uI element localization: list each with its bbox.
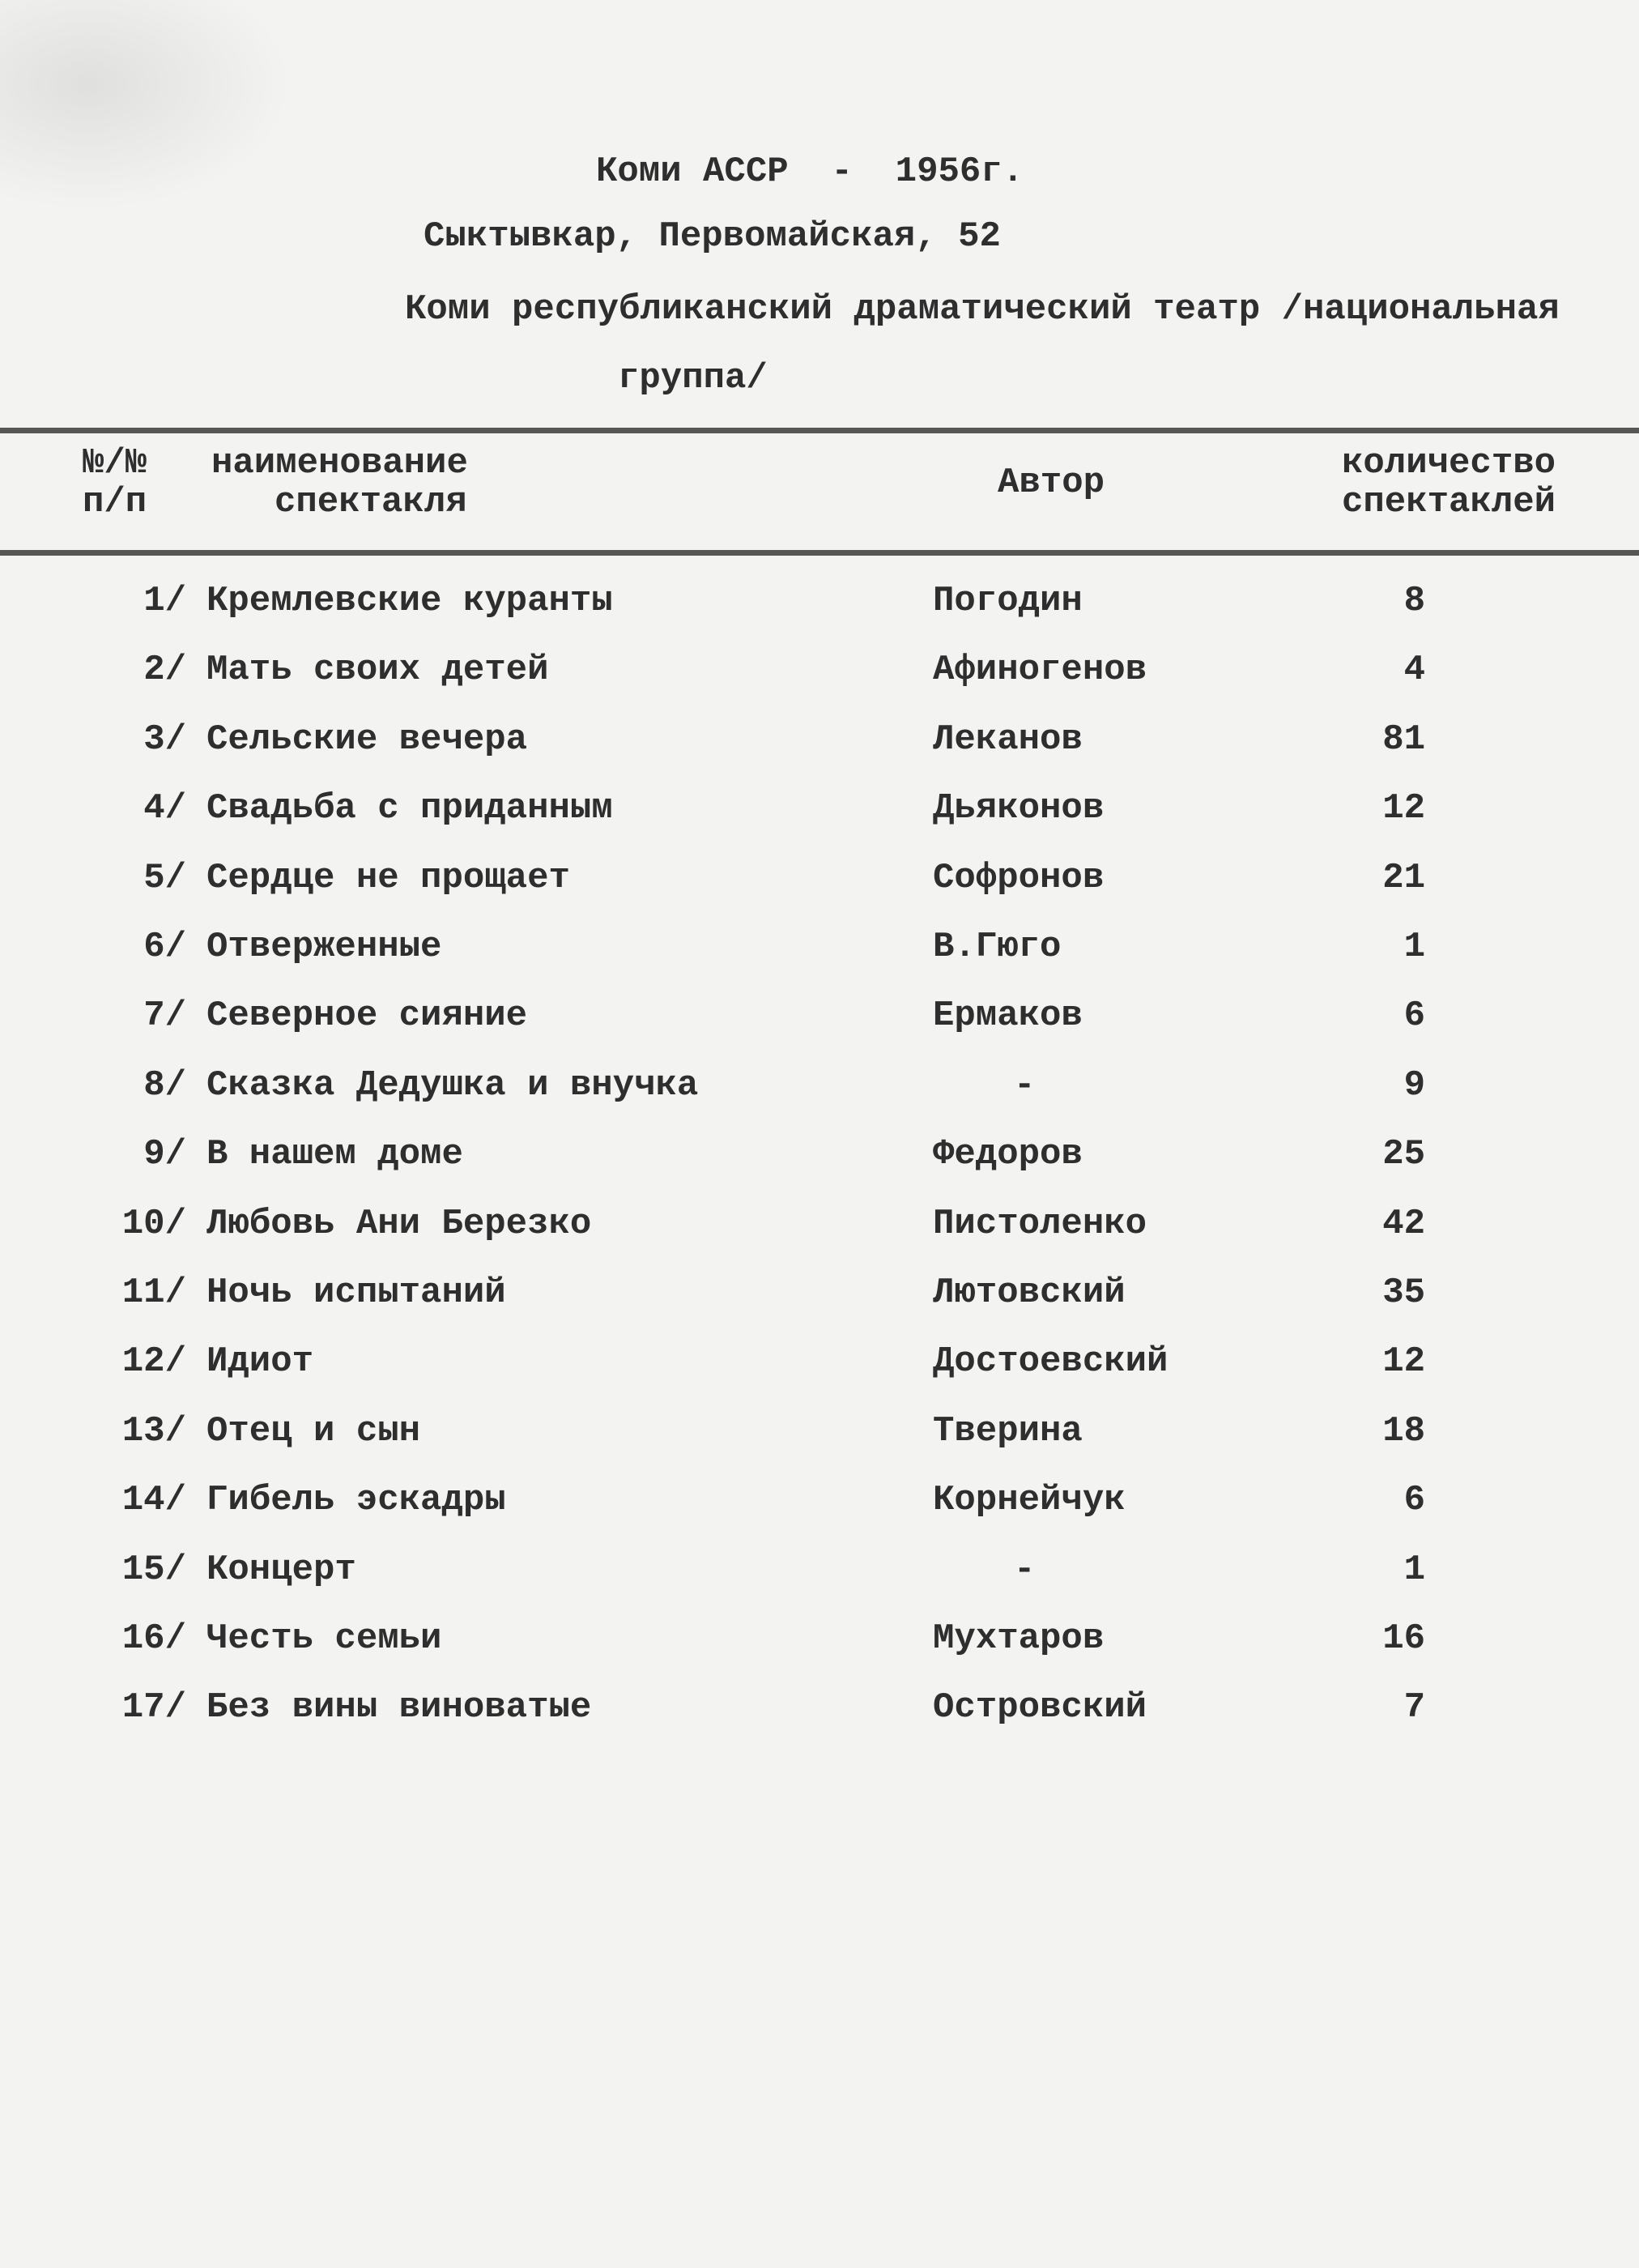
row-number: 13/ xyxy=(121,1410,186,1452)
row-number: 10/ xyxy=(121,1203,186,1244)
table-row xyxy=(0,1136,1639,1185)
play-author: Афиногенов xyxy=(933,650,1147,691)
play-title: Ночь испытаний xyxy=(206,1273,506,1313)
performance-count: 1 xyxy=(1403,927,1425,967)
play-title: Сказка Дедушка и внучка xyxy=(206,1064,699,1106)
performance-count: 25 xyxy=(1382,1134,1425,1175)
performance-count: 81 xyxy=(1382,718,1425,760)
table-row xyxy=(0,1203,1639,1255)
col-author-header: Автор xyxy=(998,463,1105,503)
play-title: Любовь Ани Березко xyxy=(206,1203,592,1244)
col-title-header: наименование xyxy=(211,443,468,484)
play-title: Без вины виноватые xyxy=(206,1687,592,1729)
scan-smudge xyxy=(0,0,292,211)
table-row xyxy=(0,1687,1639,1738)
table-row xyxy=(0,1410,1639,1462)
play-title: Кремлевские куранты xyxy=(206,581,613,621)
play-title: Отец и сын xyxy=(206,1410,421,1452)
address: Сыктывкар, Первомайская, 52 xyxy=(424,216,1001,257)
table-row xyxy=(0,788,1639,839)
play-author: Леканов xyxy=(933,718,1083,760)
performance-count: 16 xyxy=(1382,1618,1425,1659)
row-number: 9/ xyxy=(143,1134,186,1175)
performance-count: 1 xyxy=(1403,1549,1425,1590)
top-rule xyxy=(0,428,1639,433)
play-title: Мать своих детей xyxy=(206,650,549,691)
play-author: Островский xyxy=(933,1687,1147,1729)
play-title: Отверженные xyxy=(206,927,442,967)
play-author: Дьяконов xyxy=(933,788,1105,829)
table-row xyxy=(0,583,1639,632)
row-number: 11/ xyxy=(121,1273,186,1313)
play-author: Погодин xyxy=(933,581,1083,621)
row-number: 4/ xyxy=(143,788,186,829)
row-number: 12/ xyxy=(121,1341,186,1383)
col-count-header-2: спектаклей xyxy=(1342,482,1556,522)
play-author: - xyxy=(1014,1064,1036,1106)
col-title-header-2: спектакля xyxy=(275,482,467,522)
performance-count: 9 xyxy=(1403,1064,1425,1106)
play-title: Свадьба с приданным xyxy=(206,788,613,829)
performance-count: 6 xyxy=(1403,995,1425,1037)
play-author: Достоевский xyxy=(933,1341,1169,1383)
performance-count: 8 xyxy=(1403,581,1425,621)
performance-count: 12 xyxy=(1382,788,1425,829)
row-number: 5/ xyxy=(143,857,186,898)
performance-count: 4 xyxy=(1403,650,1425,691)
table-row xyxy=(0,1549,1639,1601)
row-number: 7/ xyxy=(143,995,186,1037)
play-author: В.Гюго xyxy=(933,927,1062,967)
table-row xyxy=(0,1618,1639,1669)
table-row xyxy=(0,718,1639,770)
play-title: В нашем доме xyxy=(206,1134,463,1175)
performance-count: 21 xyxy=(1382,857,1425,898)
play-author: Федоров xyxy=(933,1134,1083,1175)
row-number: 14/ xyxy=(121,1480,186,1521)
table-row xyxy=(0,652,1639,701)
table-row xyxy=(0,1275,1639,1324)
row-number: 6/ xyxy=(143,927,186,967)
play-title: Сельские вечера xyxy=(206,718,528,760)
table-row xyxy=(0,995,1639,1047)
play-title: Гибель эскадры xyxy=(206,1480,506,1521)
row-number: 8/ xyxy=(143,1064,186,1106)
row-number: 15/ xyxy=(121,1549,186,1590)
row-number: 3/ xyxy=(143,718,186,760)
table-row xyxy=(0,1482,1639,1531)
play-title: Северное сияние xyxy=(206,995,528,1037)
row-number: 17/ xyxy=(121,1687,186,1729)
play-author: - xyxy=(1014,1549,1036,1590)
col-num-header: №/№ xyxy=(83,443,147,484)
performance-count: 7 xyxy=(1403,1687,1425,1729)
table-row xyxy=(0,857,1639,909)
header-rule xyxy=(0,550,1639,556)
play-title: Сердце не прощает xyxy=(206,857,570,898)
play-title: Идиот xyxy=(206,1341,314,1383)
play-author: Пистоленко xyxy=(933,1203,1147,1244)
table-row xyxy=(0,1341,1639,1392)
row-number: 16/ xyxy=(121,1618,186,1659)
performance-count: 6 xyxy=(1403,1480,1425,1521)
play-author: Корнейчук xyxy=(933,1480,1126,1521)
play-author: Мухтаров xyxy=(933,1618,1105,1659)
table-row xyxy=(0,1064,1639,1116)
row-number: 2/ xyxy=(143,650,186,691)
play-title: Честь семьи xyxy=(206,1618,442,1659)
col-num-header-2: п/п xyxy=(83,482,147,522)
performance-count: 18 xyxy=(1382,1410,1425,1452)
theatre-name: Коми республиканский драматический театр /национальная xyxy=(405,289,1560,330)
doc-title: Коми АССР - 1956г. xyxy=(596,151,1024,192)
play-author: Лютовский xyxy=(933,1273,1126,1313)
play-author: Ермаков xyxy=(933,995,1083,1037)
performance-count: 35 xyxy=(1382,1273,1425,1313)
table-row xyxy=(0,929,1639,978)
performance-count: 12 xyxy=(1382,1341,1425,1383)
theatre-name-cont: группа/ xyxy=(618,358,768,399)
row-number: 1/ xyxy=(143,581,186,621)
col-count-header: количество xyxy=(1342,443,1556,484)
performance-count: 42 xyxy=(1382,1203,1425,1244)
play-author: Тверина xyxy=(933,1410,1083,1452)
play-title: Концерт xyxy=(206,1549,356,1590)
play-author: Софронов xyxy=(933,857,1105,898)
